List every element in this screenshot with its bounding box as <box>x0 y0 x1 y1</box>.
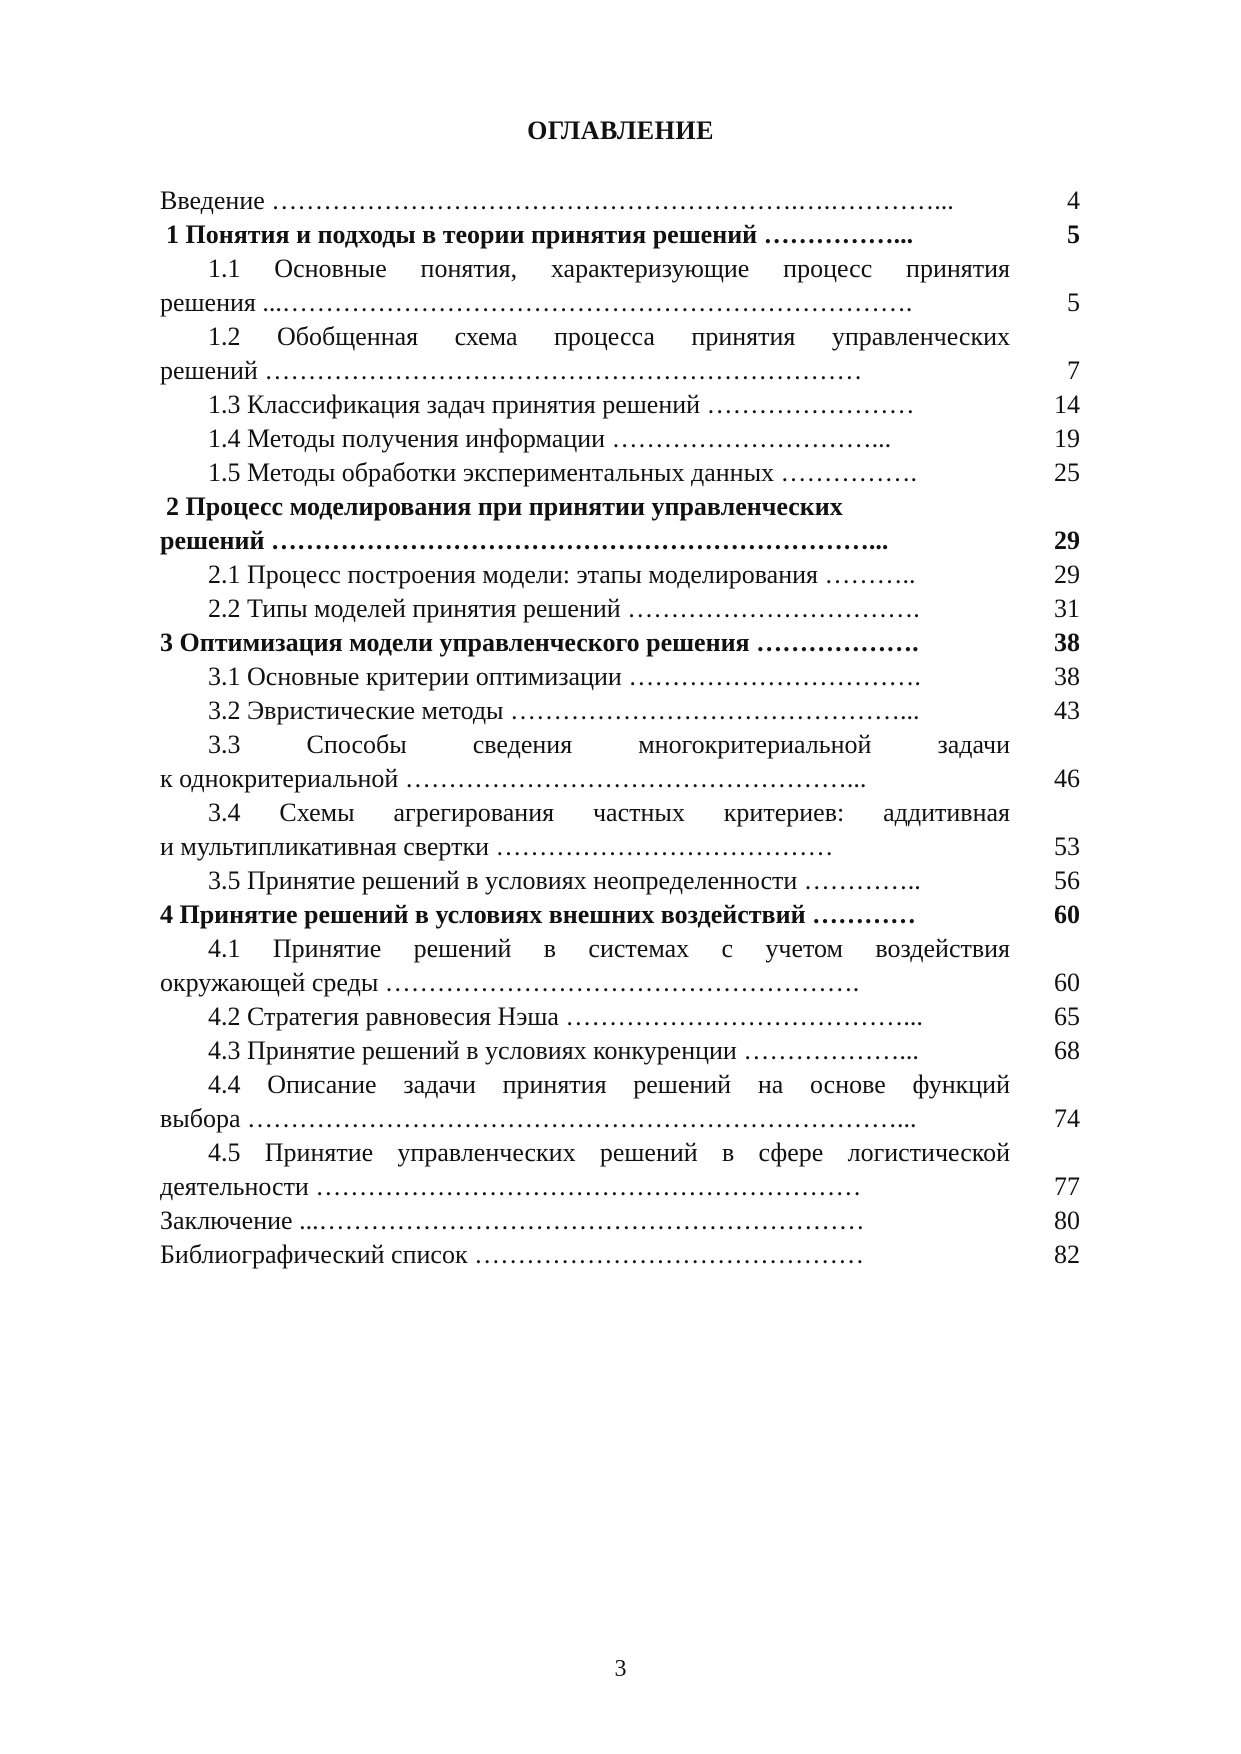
toc-entry-page: 56 <box>1054 866 1080 895</box>
table-of-contents <box>160 184 1080 1272</box>
toc-entry <box>160 184 1080 218</box>
toc-entry <box>160 558 1080 592</box>
toc-entry <box>160 796 1080 830</box>
toc-entry-text: к однокритериальной ……………………………………………... <box>160 764 867 793</box>
toc-entry <box>160 660 1080 694</box>
toc-entry-page: 4 <box>1067 186 1080 215</box>
toc-entry-text: 3.2 Эвристические методы ………………………………………... <box>208 696 920 725</box>
toc-entry-text: выбора …………………………………………………………………... <box>160 1104 917 1133</box>
toc-entry-text: 3.3 Способы сведения многокритериальной задачи <box>208 730 1010 759</box>
toc-entry <box>160 864 1080 898</box>
toc-entry <box>160 286 1080 320</box>
toc-entry <box>160 1068 1080 1102</box>
toc-entry-page: 5 <box>1067 288 1080 317</box>
toc-entry-page: 38 <box>1054 662 1080 691</box>
toc-entry-page: 5 <box>1067 220 1080 249</box>
toc-entry-page: 38 <box>1054 628 1080 657</box>
toc-entry-text: деятельности ……………………………………………………… <box>160 1172 862 1201</box>
toc-entry <box>160 218 1080 252</box>
toc-entry-text: Заключение ...……………………………………………………… <box>160 1206 865 1235</box>
toc-entry <box>160 1102 1080 1136</box>
toc-entry <box>160 456 1080 490</box>
toc-entry-text: 1.4 Методы получения информации …………………………... <box>208 424 892 453</box>
toc-entry <box>160 592 1080 626</box>
toc-entry <box>160 354 1080 388</box>
toc-entry-text: 1.2 Обобщенная схема процесса принятия управленческих <box>208 322 1010 351</box>
toc-entry-page: 65 <box>1054 1002 1080 1031</box>
page-number: 3 <box>614 1656 627 1682</box>
toc-entry-text: 1.3 Классификация задач принятия решений …………………… <box>208 390 915 419</box>
toc-entry-text: 4.4 Описание задачи принятия решений на основе функций <box>208 1070 1010 1099</box>
toc-entry <box>160 1000 1080 1034</box>
toc-entry-page: 31 <box>1054 594 1080 623</box>
toc-entry-text: решений ……………………………………………………………... <box>160 526 889 555</box>
toc-entry <box>160 830 1080 864</box>
toc-entry <box>160 422 1080 456</box>
toc-entry-text: 3 Оптимизация модели управленческого решения ………………. <box>160 628 919 657</box>
toc-entry-text: 1.1 Основные понятия, характеризующие процесс принятия <box>208 254 1010 283</box>
toc-entry <box>160 1204 1080 1238</box>
toc-entry-text: решений …………………………………………………………… <box>160 356 863 385</box>
toc-entry <box>160 524 1080 558</box>
toc-entry-text: Библиографический список ……………………………………… <box>160 1240 865 1269</box>
toc-entry-text: 3.5 Принятие решений в условиях неопределенности ………….. <box>208 866 921 895</box>
toc-entry-page: 43 <box>1054 696 1080 725</box>
toc-entry-text: 4.5 Принятие управленческих решений в сфере логистической <box>208 1138 1010 1167</box>
toc-entry-text: 4 Принятие решений в условиях внешних воздействий ………… <box>160 900 917 929</box>
toc-entry-text: 1 Понятия и подходы в теории принятия решений ……………... <box>166 220 914 249</box>
toc-entry-page: 60 <box>1054 900 1080 929</box>
toc-entry <box>160 1238 1080 1272</box>
toc-entry-page: 77 <box>1054 1172 1080 1201</box>
toc-entry <box>160 1034 1080 1068</box>
toc-entry-text: 4.2 Стратегия равновесия Нэша …………………………………... <box>208 1002 923 1031</box>
toc-entry <box>160 1136 1080 1170</box>
toc-entry <box>160 694 1080 728</box>
toc-entry <box>160 728 1080 762</box>
toc-entry-text: 4.1 Принятие решений в системах с учетом воздействия <box>208 934 1010 963</box>
toc-entry <box>160 1170 1080 1204</box>
toc-entry-page: 14 <box>1054 390 1080 419</box>
toc-entry-page: 60 <box>1054 968 1080 997</box>
toc-entry-page: 80 <box>1054 1206 1080 1235</box>
toc-entry-page: 29 <box>1054 560 1080 589</box>
toc-entry-text: 2.1 Процесс построения модели: этапы моделирования ……….. <box>208 560 916 589</box>
toc-entry <box>160 388 1080 422</box>
toc-entry <box>160 966 1080 1000</box>
toc-title: ОГЛАВЛЕНИЕ <box>527 116 714 145</box>
toc-entry-page: 53 <box>1054 832 1080 861</box>
toc-entry-page: 7 <box>1067 356 1080 385</box>
toc-entry <box>160 626 1080 660</box>
toc-entry <box>160 762 1080 796</box>
toc-entry-text: решения ...………………………………………………………………. <box>160 288 913 317</box>
toc-entry <box>160 898 1080 932</box>
toc-entry-text: Введение …………………………………………………….….…………... <box>160 186 954 215</box>
toc-entry-text: 3.1 Основные критерии оптимизации ……………………………. <box>208 662 921 691</box>
toc-entry-text: 3.4 Схемы агрегирования частных критериев: аддитивная <box>208 798 1010 827</box>
toc-entry-page: 25 <box>1054 458 1080 487</box>
toc-entry-text: 2.2 Типы моделей принятия решений ……………………………. <box>208 594 920 623</box>
toc-entry-text: и мультипликативная свертки ………………………………… <box>160 832 834 861</box>
toc-entry <box>160 490 1080 524</box>
toc-entry <box>160 252 1080 286</box>
toc-entry-page: 46 <box>1054 764 1080 793</box>
toc-entry-text: 2 Процесс моделирования при принятии управленческих <box>166 492 843 521</box>
toc-entry-page: 19 <box>1054 424 1080 453</box>
toc-entry-text: окружающей среды ………………………………………………. <box>160 968 860 997</box>
toc-entry-text: 4.3 Принятие решений в условиях конкуренции ………………... <box>208 1036 919 1065</box>
toc-entry <box>160 932 1080 966</box>
toc-entry-page: 68 <box>1054 1036 1080 1065</box>
toc-entry-text: 1.5 Методы обработки экспериментальных данных ……………. <box>208 458 918 487</box>
toc-entry-page: 82 <box>1054 1240 1080 1269</box>
toc-entry-page: 29 <box>1054 526 1080 555</box>
toc-entry-page: 74 <box>1054 1104 1080 1133</box>
toc-entry <box>160 320 1080 354</box>
